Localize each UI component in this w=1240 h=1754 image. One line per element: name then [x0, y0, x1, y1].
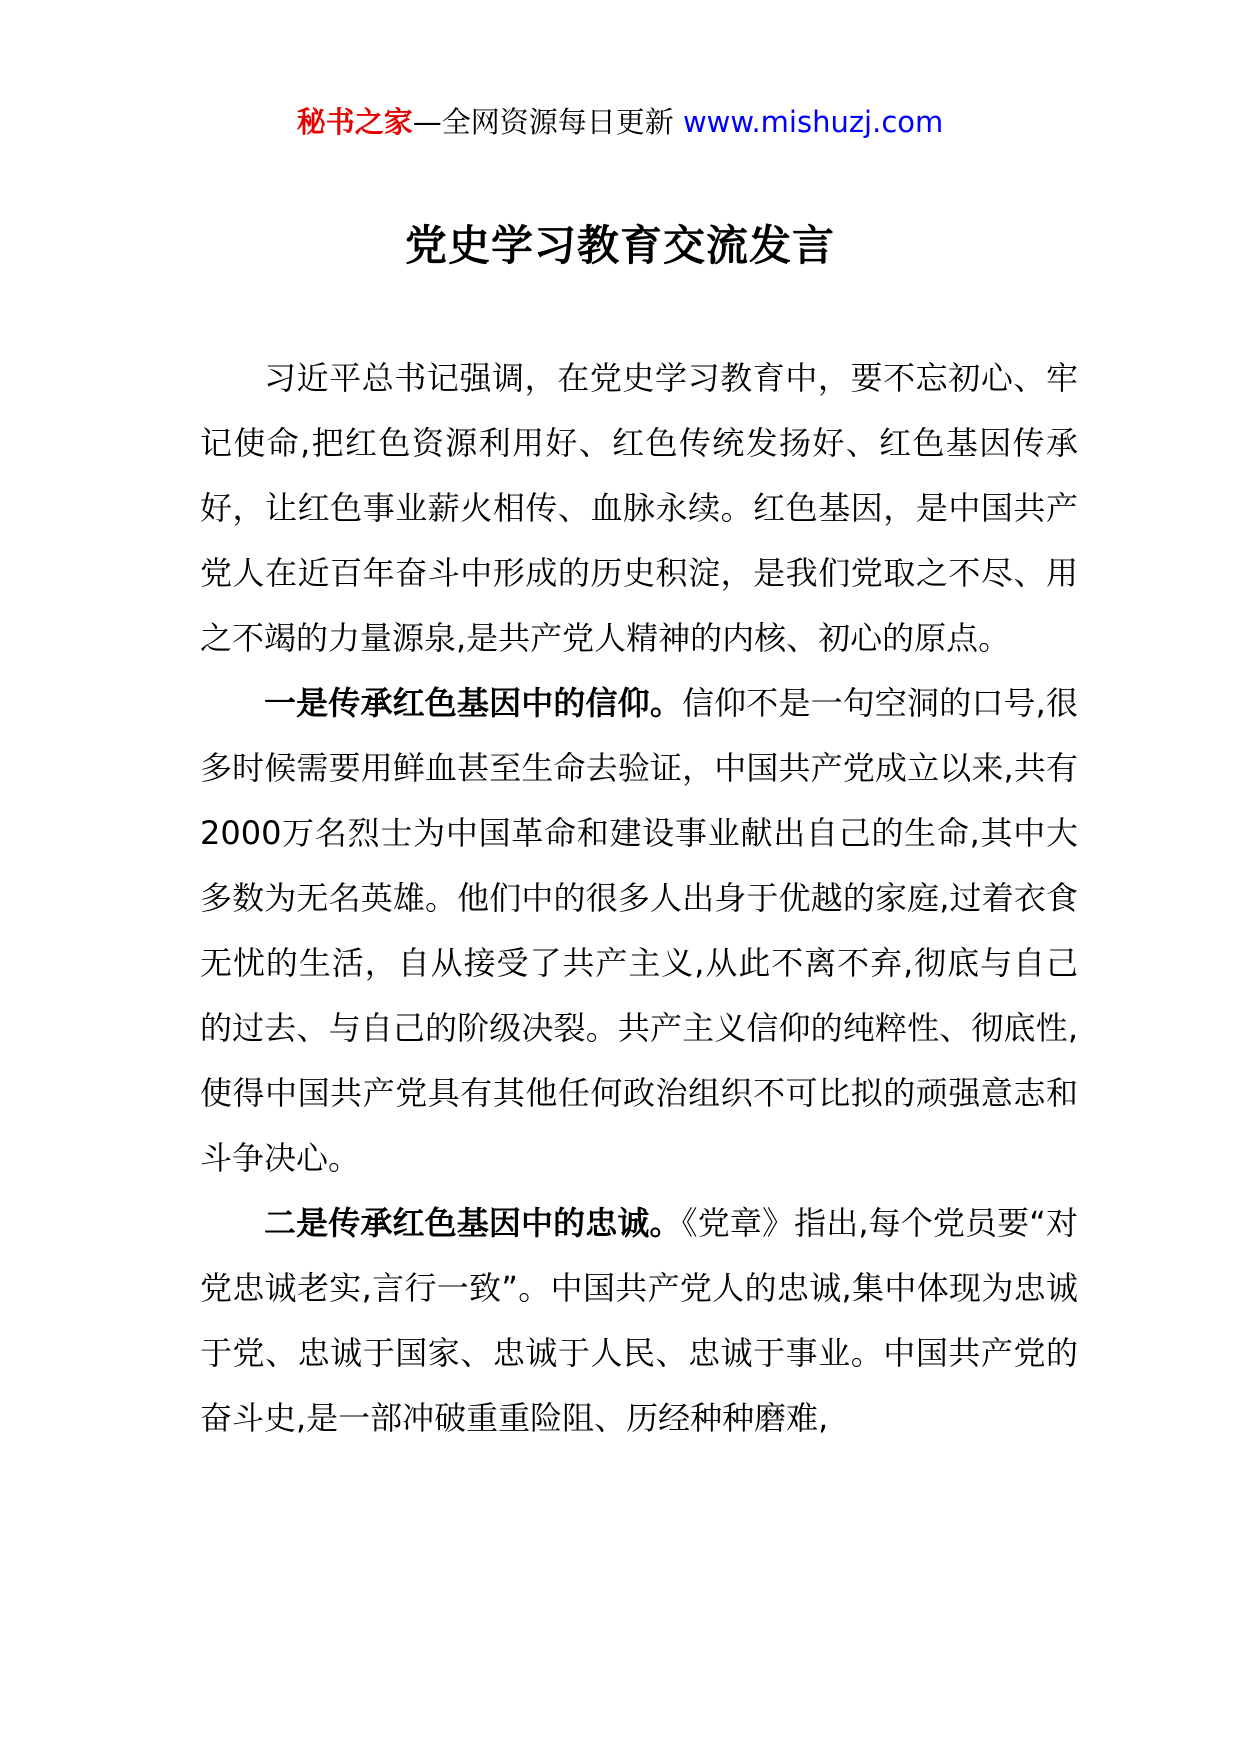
paragraph-lead: 一是传承红色基因中的信仰。 — [264, 684, 682, 722]
brand-name: 秘书之家 — [296, 105, 413, 139]
document-body — [200, 346, 1078, 1451]
paragraph-text: 信仰不是一句空洞的口号,很多时候需要用鲜血甚至生命去验证，中国共产党成立以来,共有2000万名烈士为中国革命和建设事业献出自己的生命,其中大多数为无名英雄。他们中的很多人出身于优越的家庭,过着衣食无忧的生活，自从接受了共产主义,从此不离不弃,彻底与自己的过去、与自己的阶级决裂。共产主义信仰的纯粹性、彻底性,使得中国共产党具有其他任何政治组织不可比拟的顽强意志和斗争决心。 — [200, 684, 1078, 1177]
header-tagline: —全网资源每日更新 — [412, 105, 683, 139]
website-link[interactable]: www.mishuzj.com — [682, 105, 944, 139]
paragraph-lead: 二是传承红色基因中的忠诚。 — [264, 1204, 682, 1242]
paragraph-text: 《党章》指出,每个党员要“对党忠诚老实,言行一致”。中国共产党人的忠诚,集中体现为忠诚于党、忠诚于国家、忠诚于人民、忠诚于事业。中国共产党的奋斗史,是一部冲破重重险阻、历经种种磨难, — [200, 1204, 1078, 1437]
paragraph-text: 习近平总书记强调，在党史学习教育中，要不忘初心、牢记使命,把红色资源利用好、红色传统发扬好、红色基因传承好，让红色事业薪火相传、血脉永续。红色基因，是中国共产党人在近百年奋斗中形成的历史积淀，是我们党取之不尽、用之不竭的力量源泉,是共产党人精神的内核、初心的原点。 — [200, 359, 1078, 657]
document-title: 党史学习教育交流发言 — [404, 221, 835, 270]
paragraph-loyalty — [200, 1191, 1078, 1451]
paragraph-intro — [200, 346, 1078, 671]
site-header — [0, 100, 1240, 144]
paragraph-faith — [200, 671, 1078, 1191]
